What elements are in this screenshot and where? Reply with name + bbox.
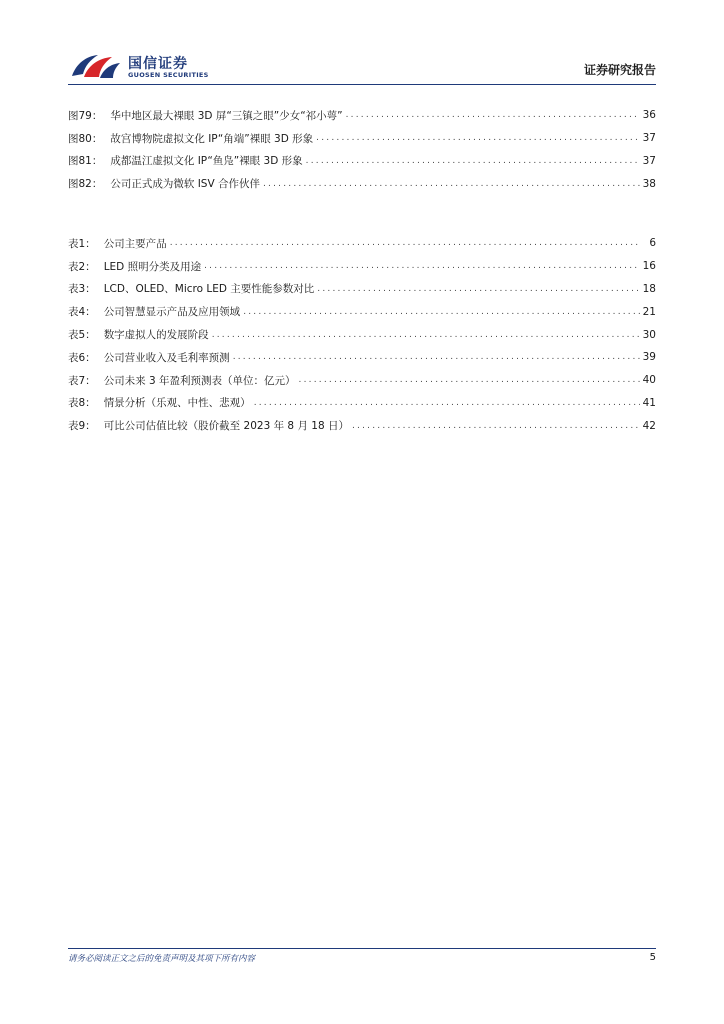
toc-entry[interactable] <box>68 346 656 369</box>
entry-label: 图80： <box>68 132 103 145</box>
toc-entry[interactable] <box>68 172 656 195</box>
toc-entry[interactable] <box>68 232 656 255</box>
dot-leader <box>263 179 640 189</box>
entry-page: 37 <box>642 154 656 167</box>
toc-entry[interactable] <box>68 278 656 301</box>
entry-title: 公司主要产品 <box>103 237 167 250</box>
entry-page: 16 <box>642 260 656 273</box>
dot-leader <box>204 261 640 271</box>
toc-entry[interactable] <box>68 392 656 415</box>
table-index <box>68 232 656 437</box>
dot-leader <box>352 421 640 431</box>
entry-label: 表3： <box>68 283 96 296</box>
dot-leader <box>317 284 639 294</box>
toc-entry[interactable] <box>68 255 656 278</box>
page-header <box>68 50 656 86</box>
report-type-label: 证券研究报告 <box>583 63 656 77</box>
entry-label: 表2： <box>68 260 96 273</box>
entry-label: 图81： <box>68 155 103 168</box>
entry-title: 可比公司估值比较（股价截至 2023 年 8 月 18 日） <box>103 420 349 433</box>
entry-page: 6 <box>649 237 656 250</box>
toc-entry[interactable] <box>68 150 656 173</box>
entry-label: 表8： <box>68 397 96 410</box>
header-divider <box>68 84 656 85</box>
figure-index <box>68 104 656 195</box>
dot-leader <box>170 238 641 248</box>
dot-leader <box>243 307 639 317</box>
toc-entry[interactable] <box>68 369 656 392</box>
logo-english-name: GUOSEN SECURITIES <box>128 71 209 79</box>
dot-leader <box>254 398 640 408</box>
entry-page: 37 <box>642 132 656 145</box>
toc-entry[interactable] <box>68 300 656 323</box>
entry-title: 公司正式成为微软 ISV 合作伙伴 <box>110 178 260 191</box>
entry-title: 公司智慧显示产品及应用领域 <box>103 306 241 319</box>
dot-leader <box>316 133 639 143</box>
toc-entry[interactable] <box>68 323 656 346</box>
entry-page: 36 <box>642 109 656 122</box>
entry-page: 38 <box>642 177 656 190</box>
toc-entry[interactable] <box>68 104 656 127</box>
footer-divider <box>68 948 656 949</box>
entry-label: 表5： <box>68 329 96 342</box>
entry-title: 情景分析（乐观、中性、悲观） <box>103 397 251 410</box>
entry-page: 40 <box>642 374 656 387</box>
entry-label: 表7： <box>68 374 96 387</box>
toc-entry[interactable] <box>68 414 656 437</box>
guosen-logo-icon <box>70 52 122 82</box>
entry-title: 成都温江虚拟文化 IP“鱼凫”裸眼 3D 形象 <box>110 155 303 168</box>
logo-chinese-name: 国信证券 <box>128 56 188 72</box>
entry-page: 39 <box>642 351 656 364</box>
entry-title: LED 照明分类及用途 <box>103 260 202 273</box>
entry-page: 30 <box>642 328 656 341</box>
entry-label: 表1： <box>68 237 96 250</box>
toc-entry[interactable] <box>68 127 656 150</box>
dot-leader <box>299 375 640 385</box>
page-number: 5 <box>649 952 656 963</box>
entry-label: 图79： <box>68 109 103 122</box>
entry-title: 公司未来 3 年盈利预测表（单位：亿元） <box>103 374 296 387</box>
entry-title: 数字虚拟人的发展阶段 <box>103 329 209 342</box>
entry-title: 故宫博物院虚拟文化 IP“角端”裸眼 3D 形象 <box>110 132 314 145</box>
entry-title: 公司营业收入及毛利率预测 <box>103 351 230 364</box>
entry-page: 18 <box>642 282 656 295</box>
dot-leader <box>212 330 640 340</box>
footer-disclaimer: 请务必阅读正文之后的免责声明及其项下所有内容 <box>68 954 256 964</box>
entry-page: 21 <box>642 305 656 318</box>
dot-leader <box>233 352 640 362</box>
dot-leader <box>306 156 640 166</box>
entry-label: 表6： <box>68 351 96 364</box>
entry-label: 表4： <box>68 306 96 319</box>
entry-label: 图82： <box>68 178 103 191</box>
entry-page: 41 <box>642 396 656 409</box>
entry-label: 表9： <box>68 420 96 433</box>
entry-page: 42 <box>642 419 656 432</box>
dot-leader <box>346 110 640 120</box>
entry-title: LCD、OLED、Micro LED 主要性能参数对比 <box>103 283 315 296</box>
entry-title: 华中地区最大裸眼 3D 屏“三镇之眼”少女“祁小萼” <box>110 109 343 122</box>
guosen-logo <box>70 50 210 84</box>
